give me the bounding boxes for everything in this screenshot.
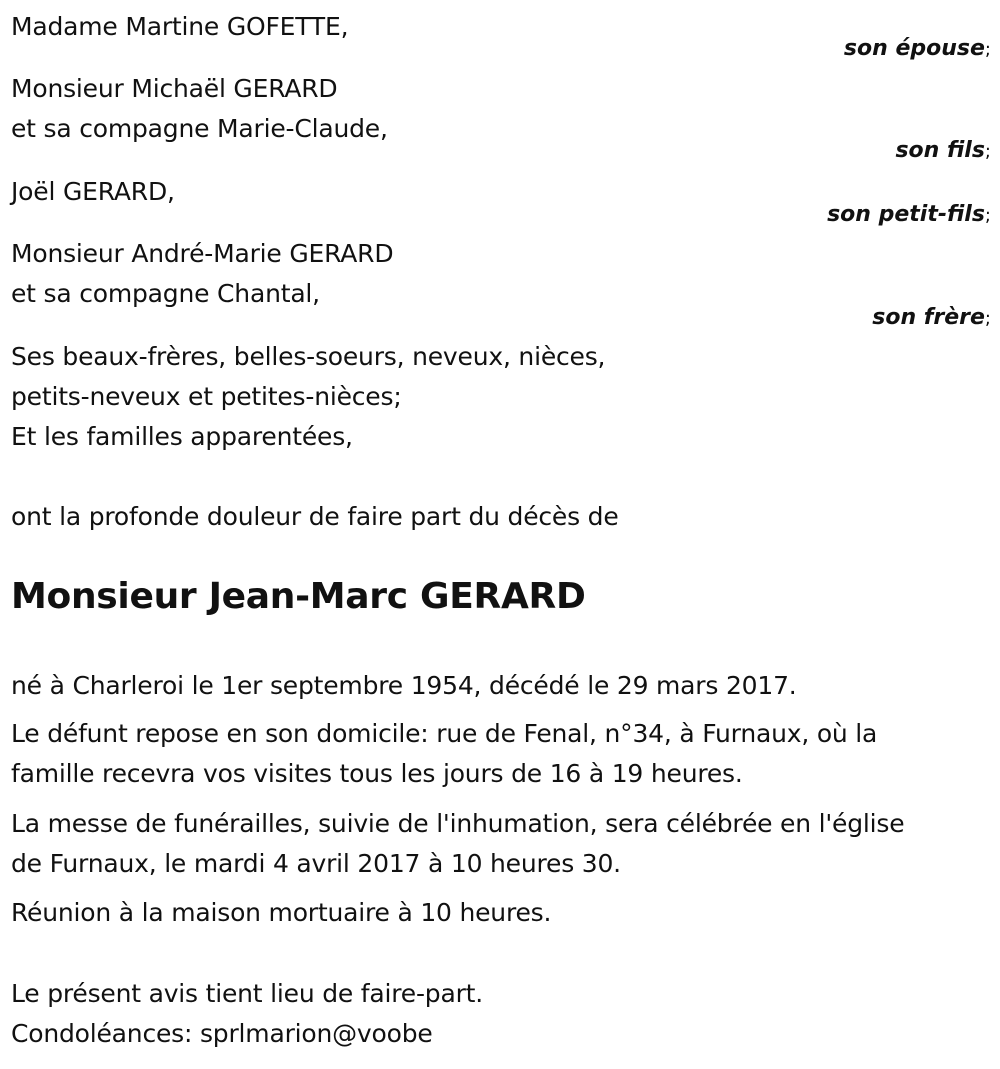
- family-name-line: Monsieur André-Marie GERARD: [11, 239, 394, 268]
- relation-label: son épouse;: [843, 36, 991, 61]
- announcement-text: ont la profonde douleur de faire part du décès de: [11, 502, 619, 531]
- family-name-line: Madame Martine GOFETTE,: [11, 12, 349, 41]
- funeral-line: de Furnaux, le mardi 4 avril 2017 à 10 heures 30.: [11, 849, 621, 878]
- family-entry-spouse: [11, 7, 991, 61]
- closing-condolences: Condoléances: sprlmarion@voobe: [11, 1019, 433, 1048]
- others-line: Ses beaux-frères, belles-soeurs, neveux, nièces,: [11, 342, 606, 371]
- birth-death-line: né à Charleroi le 1er septembre 1954, décédé le 29 mars 2017.: [11, 671, 797, 700]
- family-entry-son: [11, 69, 991, 163]
- others-line: Et les familles apparentées,: [11, 422, 353, 451]
- family-name-line: Monsieur Michaël GERARD: [11, 74, 338, 103]
- family-entry-brother: [11, 234, 991, 330]
- repose-line: famille recevra vos visites tous les jours de 16 à 19 heures.: [11, 759, 743, 788]
- funeral-line: La messe de funérailles, suivie de l'inhumation, sera célébrée en l'église: [11, 809, 905, 838]
- repose-info: [11, 714, 877, 794]
- repose-line: Le défunt repose en son domicile: rue de Fenal, n°34, à Furnaux, où la: [11, 719, 878, 748]
- relation-label: son frère;: [872, 305, 991, 330]
- funeral-info: [11, 804, 904, 884]
- deceased-name: Monsieur Jean-Marc GERARD: [11, 576, 586, 617]
- family-name-line: et sa compagne Chantal,: [11, 279, 320, 308]
- other-relatives: [11, 337, 605, 457]
- relation-label: son petit-fils;: [827, 202, 991, 227]
- closing-line: Le présent avis tient lieu de faire-part.: [11, 979, 484, 1008]
- others-line: petits-neveux et petites-nièces;: [11, 382, 402, 411]
- family-name-line: Joël GERARD,: [11, 177, 175, 206]
- family-entry-grandson: [11, 172, 991, 227]
- family-name-line: et sa compagne Marie-Claude,: [11, 114, 388, 143]
- closing: [11, 974, 483, 1054]
- meeting-line: Réunion à la maison mortuaire à 10 heures.: [11, 898, 552, 927]
- relation-label: son fils;: [895, 138, 991, 163]
